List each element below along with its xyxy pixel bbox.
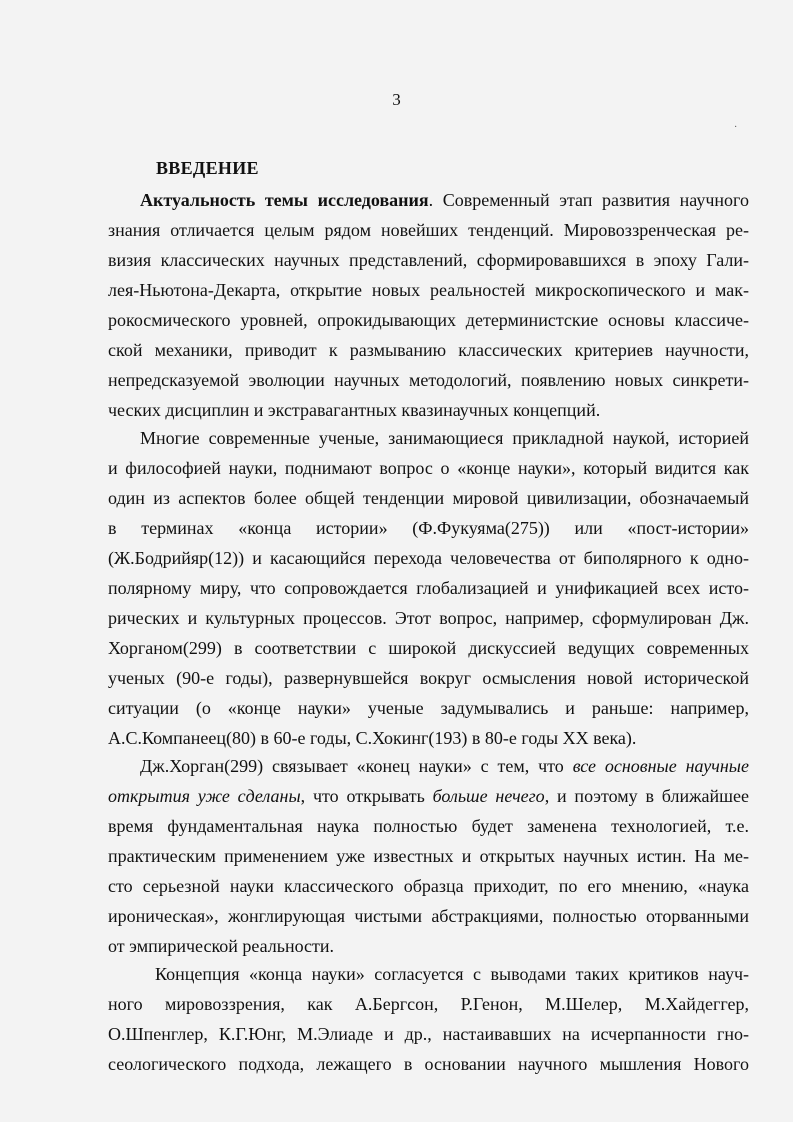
text-line: непредсказуемой эволюции научных методологий, появлению новых синкрети-	[108, 370, 749, 390]
text-line: время фундаментальная наука полностью будет заменена технологией, т.е.	[108, 816, 749, 836]
text-line: знания отличается целым рядом новейших тенденций. Мировоззренческая ре-	[108, 220, 749, 240]
text-line: (Ж.Бодрийяр(12)) и касающийся перехода человечества от биполярного к одно-	[108, 548, 749, 568]
section-heading: ВВЕДЕНИЕ	[156, 158, 259, 178]
text-line: ской механики, приводит к размыванию классических критериев научности,	[108, 340, 749, 360]
text-line: Хорганом(299) в соответствии с широкой дискуссией ведущих современных	[108, 638, 749, 658]
text-line: А.С.Компанеец(80) в 60-е годы, С.Хокинг(193) в 80-е годы XX века).	[108, 728, 637, 748]
text-line: и философией науки, поднимают вопрос о «конце науки», который видится как	[108, 458, 749, 478]
text-line: визия классических научных представлений, сформировавшихся в эпоху Гали-	[108, 250, 749, 270]
text-line: Концепция «конца науки» согласуется с выводами таких критиков науч-	[155, 964, 749, 984]
text-line: ситуации (о «конце науки» ученые задумывались и раньше: например,	[108, 698, 749, 718]
scan-speck: ·	[734, 122, 738, 133]
text-line: Многие современные ученые, занимающиеся прикладной наукой, историей	[140, 428, 749, 448]
text-line: ученых (90-е годы), развернувшейся вокруг осмысления новой исторической	[108, 668, 749, 688]
text-line: сто серьезной науки классического образца приходит, по его мнению, «наука	[108, 876, 749, 896]
italic-phrase: больше нечего	[432, 786, 545, 806]
text-line: ного мировоззрения, как А.Бергсон, Р.Генон, М.Шелер, М.Хайдеггер,	[108, 994, 749, 1014]
bold-phrase: Актуальность темы исследования	[140, 190, 429, 210]
text-line: от эмпирической реальности.	[108, 936, 335, 956]
text-line: ироническая», жонглирующая чистыми абстракциями, полностью оторванными	[108, 906, 749, 926]
text-line: Дж.Хорган(299) связывает «конец науки» с тем, что все основные научные	[140, 756, 749, 776]
text-line: в терминах «конца истории» (Ф.Фукуяма(275)) или «пост-истории»	[108, 518, 749, 538]
text-line: лея-Ньютона-Декарта, открытие новых реальностей микроскопического и мак-	[108, 280, 749, 300]
text-line: сеологического подхода, лежащего в основании научного мышления Нового	[108, 1054, 749, 1074]
text-line: практическим применением уже известных и открытых научных истин. На ме-	[108, 846, 749, 866]
text-line: один из аспектов более общей тенденции мировой цивилизации, обозначаемый	[108, 488, 749, 508]
text-line: рических и культурных процессов. Этот вопрос, например, сформулирован Дж.	[108, 608, 749, 628]
text-line: Актуальность темы исследования. Современный этап развития научного	[140, 190, 749, 210]
italic-phrase: открытия уже сделаны	[108, 786, 301, 806]
text-line: полярному миру, что сопровождается глобализацией и унификацией всех исто-	[108, 578, 749, 598]
text-line: О.Шпенглер, К.Г.Юнг, М.Элиаде и др., настаивавших на исчерпанности гно-	[108, 1024, 749, 1044]
text-line: ческих дисциплин и экстравагантных квазинаучных концепций.	[108, 400, 601, 420]
page-number: 3	[392, 90, 401, 109]
text-line: рокосмического уровней, опрокидывающих детерминистские основы классиче-	[108, 310, 749, 330]
text-line: открытия уже сделаны, что открывать больше нечего, и поэтому в ближайшее	[108, 786, 750, 806]
italic-phrase: все основные научные	[572, 756, 749, 776]
